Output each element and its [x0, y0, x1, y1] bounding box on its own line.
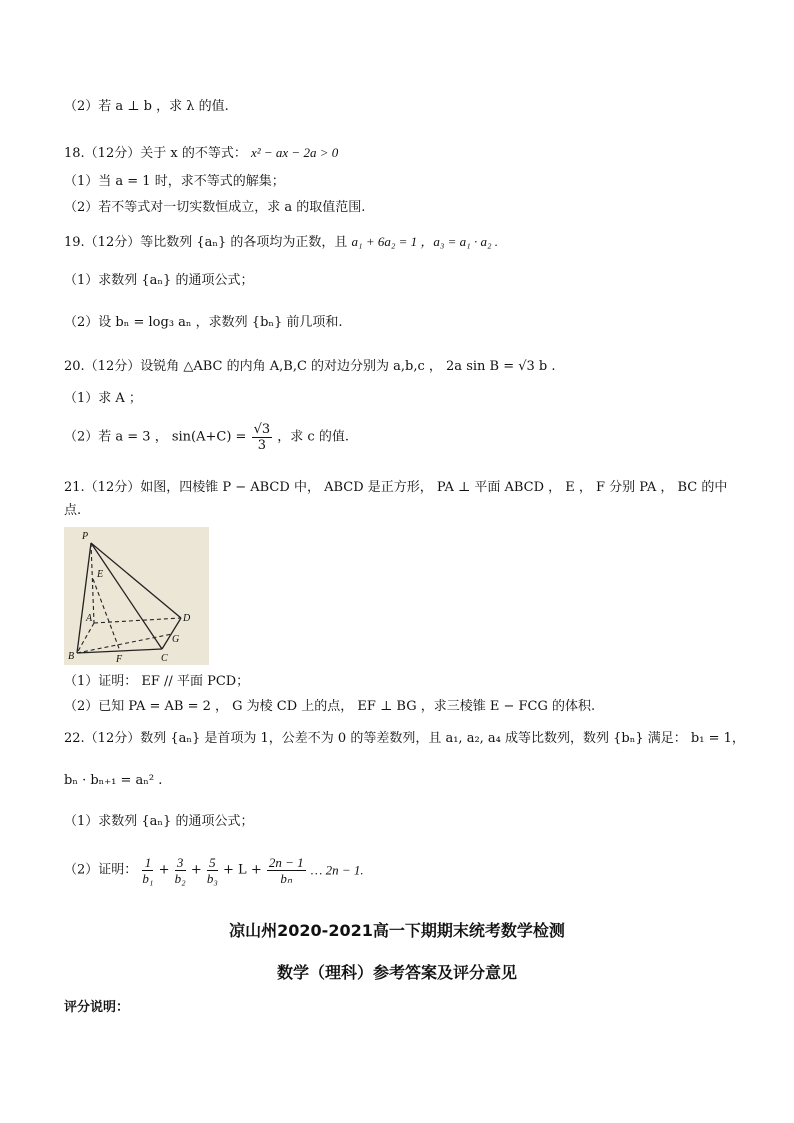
label-f: F: [116, 654, 123, 665]
label-p: P: [82, 531, 89, 542]
q17-part2: （2）若 a ⊥ b ，求 λ 的值.: [64, 99, 229, 114]
q22-ellipsis: + L +: [223, 862, 262, 878]
q20-part2: [64, 422, 349, 453]
answer-title: 凉山州2020-2021高一下期期末统考数学检测: [229, 921, 565, 940]
edge-pc: [91, 543, 162, 649]
label-g: G: [172, 634, 180, 645]
edge-pb: [77, 543, 91, 653]
q22-part2-suffix: … 2n − 1.: [310, 862, 364, 878]
q22-term-3-num: 5: [207, 855, 218, 871]
q20-part2-suffix: ，求 c 的值.: [277, 429, 349, 445]
q22-plus-1: +: [158, 862, 170, 878]
q22-part2-prefix: （2）证明：: [64, 862, 138, 878]
q22-term-1-num: 1: [142, 855, 153, 871]
q20-part1: （1）求 A ；: [64, 391, 142, 406]
edge-pd: [91, 543, 181, 618]
q18-stem-math: x² − ax − 2a > 0: [250, 145, 339, 160]
q22-part2: [64, 855, 364, 886]
label-e: E: [97, 569, 104, 580]
q22-term-1: [142, 855, 153, 886]
q22-term-2-num: 3: [175, 855, 186, 871]
q21-stem-line1: 21.（12分）如图，四棱锥 P − ABCD 中， ABCD 是正方形， PA ⊥ 平面 ABCD ， E ， F 分别 PA ， BC 的中: [64, 480, 728, 495]
scoring-notes-label: 评分说明：: [64, 1000, 130, 1015]
q20-part2-prefix: （2）若 a = 3 ， sin(A+C) =: [64, 429, 247, 445]
label-b: B: [68, 651, 75, 662]
q19-stem-text: 19.（12分）等比数列 {aₙ} 的各项均为正数，且: [64, 235, 348, 250]
q22-term-3-den: b₃: [206, 871, 218, 886]
label-c: C: [161, 653, 168, 664]
q19-stem-math: a₁ + 6a₂ = 1 ，a₃ = a₁ · a₂ .: [351, 234, 498, 249]
segment-ef: [93, 579, 120, 651]
edge-ad: [94, 618, 181, 623]
q22-term-2-den: b₂: [174, 871, 186, 886]
pyramid-figure: [64, 527, 209, 665]
q18-stem-text: 18.（12分）关于 x 的不等式：: [64, 146, 247, 161]
q19-part2: （2）设 bₙ = log₃ aₙ ，求数列 {bₙ} 前几项和.: [64, 315, 343, 330]
q21-part2: （2）已知 PA = AB = 2 ， G 为棱 CD 上的点， EF ⊥ BG ，求三棱锥 E − FCG 的体积.: [64, 699, 596, 714]
q22-term-n: [267, 855, 306, 886]
q22-stem-line1: 22.（12分）数列 {aₙ} 是首项为 1，公差不为 0 的等差数列，且 a₁, a₂, a₄ 成等比数列，数列 {bₙ} 满足： b₁ = 1，: [64, 731, 745, 746]
q22-term-3: [207, 855, 218, 886]
q22-stem-line2: bₙ · bₙ₊₁ = aₙ² .: [64, 773, 163, 788]
q18-part1: （1）当 a = 1 时，求不等式的解集；: [64, 174, 285, 189]
q19-stem: [64, 233, 498, 252]
q19-part1: （1）求数列 {aₙ} 的通项公式；: [64, 273, 254, 288]
q22-part1: （1）求数列 {aₙ} 的通项公式；: [64, 814, 254, 829]
q18-stem: [64, 144, 338, 163]
label-d: D: [183, 613, 191, 624]
q18-part2: （2）若不等式对一切实数恒成立，求 a 的取值范围.: [64, 200, 366, 215]
q22-term-n-num: 2n − 1: [268, 855, 304, 870]
q21-stem-line2: 点.: [64, 503, 82, 518]
q22-term-n-den: bₙ: [280, 871, 293, 886]
q22-plus-2: +: [190, 862, 202, 878]
answer-subtitle: 数学（理科）参考答案及评分意见: [276, 963, 517, 982]
label-a: A: [86, 613, 93, 624]
q21-part1: （1）证明： EF // 平面 PCD；: [64, 674, 250, 689]
q22-term-2: [175, 855, 186, 886]
q20-fraction-den: 3: [257, 438, 267, 453]
edge-bc: [77, 649, 162, 653]
q20-stem: 20.（12分）设锐角 △ABC 的内角 A,B,C 的对边分别为 a,b,c ， 2a sin B = √3 b .: [64, 359, 556, 374]
q20-fraction: [252, 422, 273, 453]
edge-pa: [91, 543, 94, 623]
q22-term-1-den: b₁: [142, 871, 154, 886]
pyramid-svg: [64, 527, 209, 665]
q20-fraction-num: √3: [253, 422, 271, 437]
